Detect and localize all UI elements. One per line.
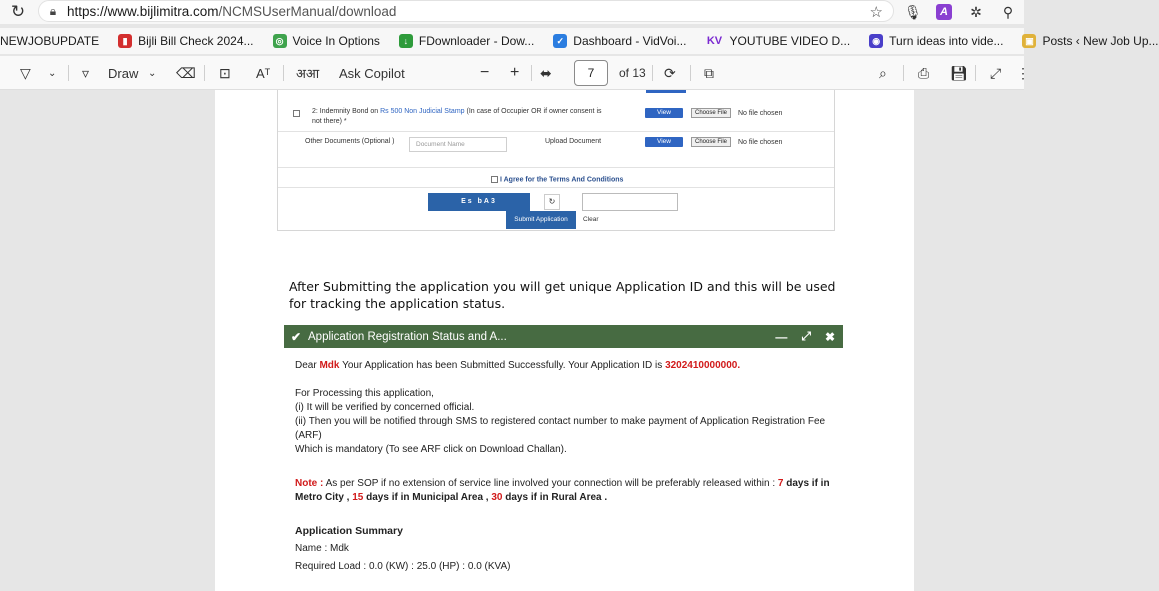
draw-dropdown-icon[interactable]: ⌄ [148,67,157,79]
ask-copilot-button[interactable]: Ask Copilot [339,65,405,81]
applicant-name: Mdk [319,360,340,371]
indemnity-note: (In case of Occupier OR if owner consent is not there) * [312,108,602,125]
indemnity-checkbox[interactable] [293,110,300,117]
close-icon[interactable]: ✖ [824,329,835,344]
maximize-icon[interactable]: ⤢ [801,329,811,343]
address-bar[interactable] [38,0,894,22]
bookmark-label: Dashboard - VidVoi... [573,34,687,48]
extension-a-icon[interactable]: A [936,4,952,20]
captcha-refresh-icon[interactable]: ↻ [544,194,560,210]
pdf-toolbar [0,56,1030,90]
draw-icon[interactable]: ▿ [82,64,90,81]
indemnity-label: 2: Indemnity Bond on [312,108,379,115]
check-icon: ✓ [553,34,567,48]
bookmark-item[interactable] [399,34,534,48]
terms-checkbox[interactable] [491,176,498,183]
print-icon[interactable]: ⎙ [918,64,930,81]
other-docs-label: Other Documents (Optional ) [305,138,395,145]
rotate-icon[interactable]: ⟳ [664,64,676,81]
bookmark-item[interactable] [273,34,380,48]
text-box-icon[interactable]: ⊡ [219,64,231,81]
processing-step-2: (ii) Then you will be notified through SMS to registered contact number to make payment of Application Registration Fee (ARF) [295,416,826,441]
other-docs-row [278,132,834,168]
globe-icon: ◉ [869,34,883,48]
page-total: of 13 [619,66,646,80]
kv-icon: KV [706,35,723,47]
page-number-input[interactable]: 7 [574,60,608,86]
page-view-icon[interactable]: ⧉ [704,64,714,81]
bookmark-label: Posts ‹ New Job Up... [1042,34,1159,48]
no-file-other: No file chosen [738,139,783,146]
bookmark-icon: ▮ [118,34,132,48]
microphone-icon[interactable]: 🎙︎ [904,3,922,20]
download-icon: ↓ [399,34,413,48]
days-metro-text: days if in Metro City , [295,478,830,503]
voice-icon: ◎ [273,34,287,48]
days-rural-number: 30 [491,492,503,503]
bookmark-label: NEWJOBUPDATE [0,34,100,48]
summary-name: Name : Mdk [295,543,349,554]
bookmarks-bar [0,28,1159,54]
indemnity-text [312,107,612,127]
instruction-paragraph: After Submitting the application you will get unique Application ID and this will be used for tracking the application status. [289,279,836,311]
indemnity-link[interactable]: Rs 500 Non Judicial Stamp [380,108,465,115]
days-municipal-number: 15 [352,492,364,503]
save-icon[interactable]: 💾︎ [950,64,968,81]
bookmark-item[interactable] [1022,34,1158,48]
bookmark-label: Voice In Options [292,34,380,48]
extensions-puzzle-icon[interactable]: ✲ [970,3,982,20]
highlight-icon[interactable]: ▽ [20,64,31,81]
success-text: Your Application has been Submitted Successfully. Your Application ID is [342,360,663,371]
more-options-icon[interactable]: ⋮ [1016,64,1030,81]
minimize-icon[interactable]: — [775,329,788,344]
posts-icon: ▣ [1022,34,1036,48]
captcha-input[interactable] [582,193,678,211]
zoom-out-button[interactable]: − [480,64,490,81]
terms-row [278,168,834,188]
reload-icon[interactable]: ↻ [10,2,26,21]
choose-file-indemnity[interactable]: Choose File [691,108,731,118]
no-file-indemnity: No file chosen [738,110,783,117]
bookmark-item[interactable] [553,34,686,48]
choose-file-other[interactable]: Choose File [691,137,731,147]
bookmark-label: YOUTUBE VIDEO D... [729,34,851,48]
days-municipal-text: days if in Municipal Area , [366,492,489,503]
view-button-other[interactable]: View [645,137,683,147]
note-label: Note [295,478,318,489]
url-path: /NCMSUserManual/download [218,3,397,19]
browser-extensions [904,0,1016,24]
processing-step-3: Which is mandatory (To see ARF click on Download Challan). [295,444,567,455]
check-icon: ✔ [290,329,302,344]
bookmark-item[interactable] [705,34,850,48]
summary-load: Required Load : 0.0 (KW) : 25.0 (HP) : 0.0 (KVA) [295,561,511,572]
note-paragraph [295,477,840,505]
highlight-dropdown-icon[interactable]: ⌄ [48,67,57,79]
bookmark-item[interactable] [869,34,1003,48]
document-name-input[interactable]: Document Name [409,137,507,152]
read-aloud-button[interactable]: Aᵀ [256,65,271,81]
bookmark-item[interactable] [118,34,253,48]
clear-button[interactable]: Clear [583,216,599,223]
fullscreen-icon[interactable]: ⤢ [990,64,1002,81]
days-metro-number: 7 [777,478,784,489]
application-id: 3202410000000. [665,360,741,371]
success-message [295,359,840,373]
pdf-viewer[interactable] [0,90,1024,591]
summary-title: Application Summary [295,525,403,537]
dialog-title: Application Registration Status and A... [308,330,507,343]
captcha-image: Es bA3 [428,193,530,211]
terms-label: I Agree for the Terms And Conditions [500,176,624,184]
pdf-page [215,90,914,591]
processing-title: For Processing this application, [295,388,434,399]
url-text[interactable] [67,4,396,19]
status-dialog-header [284,325,843,348]
search-icon[interactable]: ⌕ [879,64,887,81]
note-colon: : [320,478,324,489]
status-dialog-body [295,359,840,574]
eraser-icon[interactable]: ⌫ [176,64,196,81]
url-host: https://www.bijlimitra.com [67,3,219,19]
address-bar-row [0,0,1024,24]
days-rural-text: days if in Rural Area . [505,492,608,503]
pin-icon[interactable]: ⚲ [1002,3,1014,20]
bookmark-item[interactable] [0,34,99,48]
favorite-star-icon[interactable]: ☆ [869,4,883,21]
view-button-edge [646,90,686,93]
site-info-icon[interactable]: 🔒︎ [49,3,57,18]
zoom-in-button[interactable]: + [510,64,520,81]
form-screenshot [277,90,835,231]
indemnity-row [278,100,834,132]
note-text: As per SOP if no extension of service line involved your connection will be preferably released within : [325,478,776,489]
upload-label: Upload Document [545,138,602,145]
translate-button[interactable]: अआ [296,66,320,81]
terms-text [491,176,623,183]
bookmark-label: FDownloader - Dow... [418,34,535,48]
draw-button[interactable]: Draw [108,65,139,81]
fit-page-icon[interactable]: ⬌ [540,64,552,81]
bookmark-label: Turn ideas into vide... [889,34,1004,48]
dear-text: Dear [295,360,317,371]
view-button-indemnity[interactable]: View [645,108,683,118]
processing-step-1: (i) It will be verified by concerned official. [295,402,475,413]
bookmark-label: Bijli Bill Check 2024... [138,34,254,48]
submit-application-button[interactable]: Submit Application [506,211,576,229]
